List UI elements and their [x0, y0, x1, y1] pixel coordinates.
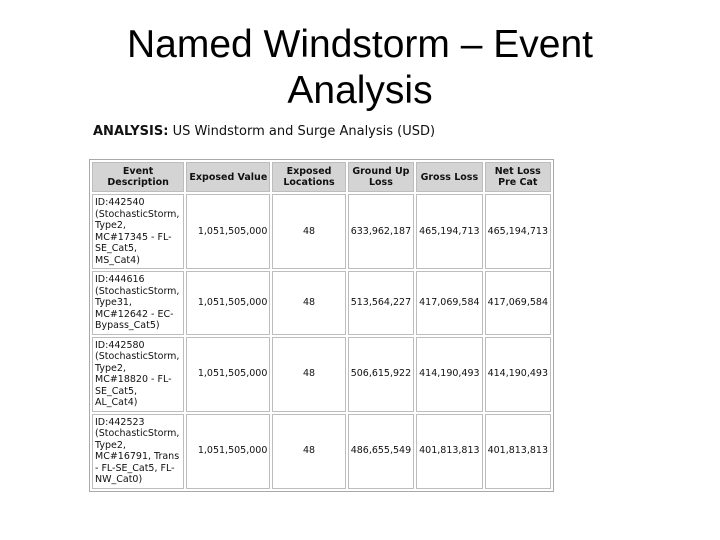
- table-header-row: [92, 162, 551, 192]
- slide-title: [60, 22, 660, 114]
- ground-up-loss-cell: 633,962,187: [348, 194, 414, 269]
- exposed-value-cell: 1,051,505,000: [186, 271, 270, 335]
- exposed-locations-cell: 48: [272, 337, 345, 412]
- exposed-value-cell: 1,051,505,000: [186, 194, 270, 269]
- table-row: [92, 414, 551, 489]
- slide-title-line-1: Named Windstorm – Event: [126, 23, 593, 66]
- header-ground-up-loss: Ground Up Loss: [348, 162, 414, 192]
- net-loss-pre-cat-cell: 401,813,813: [485, 414, 551, 489]
- exposed-locations-cell: 48: [272, 414, 345, 489]
- header-exposed-value: Exposed Value: [186, 162, 270, 192]
- event-description-cell: ID:442523 (StochasticStorm, Type2, MC#16791, Trans - FL-SE_Cat5, FL- NW_Cat0): [92, 414, 184, 489]
- analysis-label: ANALYSIS:: [93, 124, 169, 139]
- gross-loss-cell: 417,069,584: [416, 271, 482, 335]
- ground-up-loss-cell: 513,564,227: [348, 271, 414, 335]
- gross-loss-cell: 414,190,493: [416, 337, 482, 412]
- exposed-locations-cell: 48: [272, 194, 345, 269]
- net-loss-pre-cat-cell: 414,190,493: [485, 337, 551, 412]
- ground-up-loss-cell: 506,615,922: [348, 337, 414, 412]
- header-exposed-locations: Exposed Locations: [272, 162, 345, 192]
- header-net-loss-pre-cat: Net Loss Pre Cat: [485, 162, 551, 192]
- exposed-value-cell: 1,051,505,000: [186, 337, 270, 412]
- exposed-value-cell: 1,051,505,000: [186, 414, 270, 489]
- event-analysis-table: [89, 159, 554, 492]
- net-loss-pre-cat-cell: 465,194,713: [485, 194, 551, 269]
- analysis-heading: [93, 124, 435, 139]
- ground-up-loss-cell: 486,655,549: [348, 414, 414, 489]
- event-description-cell: ID:442580 (StochasticStorm, Type2, MC#18820 - FL- SE_Cat5, AL_Cat4): [92, 337, 184, 412]
- exposed-locations-cell: 48: [272, 271, 345, 335]
- gross-loss-cell: 465,194,713: [416, 194, 482, 269]
- net-loss-pre-cat-cell: 417,069,584: [485, 271, 551, 335]
- event-description-cell: ID:444616 (StochasticStorm, Type31, MC#12642 - EC- Bypass_Cat5): [92, 271, 184, 335]
- table-row: [92, 194, 551, 269]
- header-gross-loss: Gross Loss: [416, 162, 482, 192]
- table-row: [92, 271, 551, 335]
- slide-title-line-2: Analysis: [287, 69, 433, 112]
- gross-loss-cell: 401,813,813: [416, 414, 482, 489]
- event-description-cell: ID:442540 (StochasticStorm, Type2, MC#17345 - FL- SE_Cat5, MS_Cat4): [92, 194, 184, 269]
- header-event-description: Event Description: [92, 162, 184, 192]
- analysis-value: US Windstorm and Surge Analysis (USD): [172, 124, 436, 139]
- table-row: [92, 337, 551, 412]
